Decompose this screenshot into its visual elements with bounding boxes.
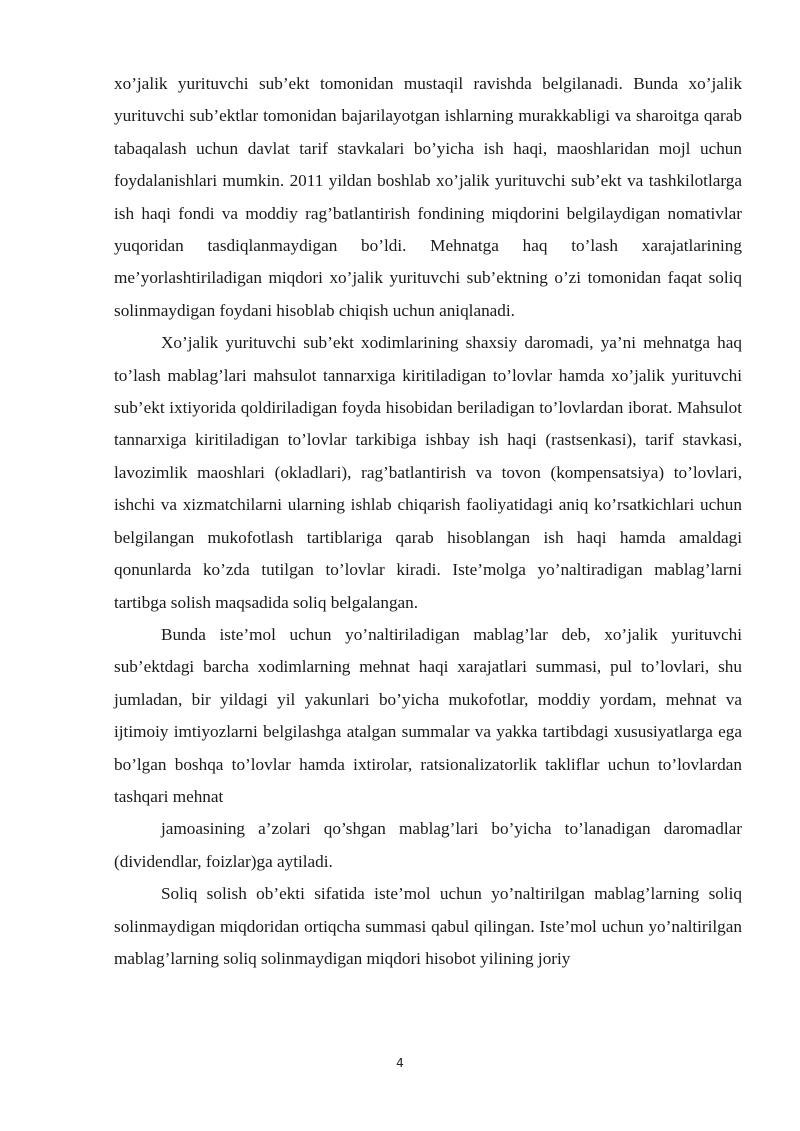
- page-number: 4: [396, 1056, 404, 1070]
- paragraph-4: jamoasining a’zolari qo’shgan mablag’lari bo’yicha to’lanadigan daromadlar (dividendlar, foizlar)ga aytiladi.: [114, 819, 742, 871]
- paragraph-3: Bunda iste’mol uchun yo’naltiriladigan mablag’lar deb, xo’jalik yurituvchi sub’ektdagi barcha xodimlarning mehnat haqi xarajatlari summasi, pul to’lovlari, shu jumladan, bir yildagi yil yakunlari bo’yicha mukofotlar, moddiy yordam, mehnat va ijtimoiy imtiyozlarni belgilashga atalgan summalar va yakka tartibdagi xususiyatlarga ega bo’lgan boshqa to’lovlar hamda ixtirolar, ratsionalizatorlik takliflar uchun to’lovlardan tashqari mehnat: [114, 624, 742, 806]
- paragraph-5: Soliq solish ob’ekti sifatida iste’mol uchun yo’naltirilgan mablag’larning soliq solinmaydigan miqdoridan ortiqcha summasi qabul qilingan. Iste’mol uchun yo’naltirilgan mablag’larning soliq solinmaydigan miqdori hisobot yilining joriy: [114, 884, 742, 968]
- paragraph-1: xo’jalik yurituvchi sub’ekt tomonidan mustaqil ravishda belgilanadi. Bunda xo’jalik yurituvchi sub’ektlar tomonidan bajarilayotgan ishlarning murakkabligi va sharoitga qarab tabaqalash uchun davlat tarif stavkalari bo’yicha ish haqi, maoshlaridan mojl uchun foydalanishlari mumkin. 2011 yildan boshlab xo’jalik yurituvchi sub’ekt va tashkilotlarga ish haqi fondi va moddiy rag’batlantirish fondining miqdorini belgilaydigan nomativlar yuqoridan tasdiqlanmaydigan bo’ldi. Mehnatga haq to’lash xarajatlarining me’yorlashtiriladigan miqdori xo’jalik yurituvchi sub’ektning o’zi tomonidan faqat soliq solinmaydigan foydani hisoblab chiqish uchun aniqlanadi.: [114, 74, 742, 320]
- paragraph-2: Xo’jalik yurituvchi sub’ekt xodimlarining shaxsiy daromadi, ya’ni mehnatga haq to’lash mablag’lari mahsulot tannarxiga kiritiladigan to’lovlar hamda xo’jalik yurituvchi sub’ekt ixtiyorida qoldiriladigan foyda hisobidan beriladigan to’lovlardan iborat. Mahsulot tannarxiga kiritiladigan to’lovlar tarkibiga ishbay ish haqi (rastsenkasi), tarif stavkasi, lavozimlik maoshlari (okladlari), rag’batlantirish va tovon (kompensatsiya) to’lovlari, ishchi va xizmatchilarni ularning ishlab chiqarish faoliyatidagi aniq ko’rsatkichlari uchun belgilangan mukofotlash tartiblariga qarab hisoblangan ish haqi hamda amaldagi qonunlarda ko’zda tutilgan to’lovlar kiradi. Iste’molga yo’naltiradigan mablag’larni tartibga solish maqsadida soliq belgalangan.: [114, 333, 742, 612]
- document-body: [114, 68, 742, 975]
